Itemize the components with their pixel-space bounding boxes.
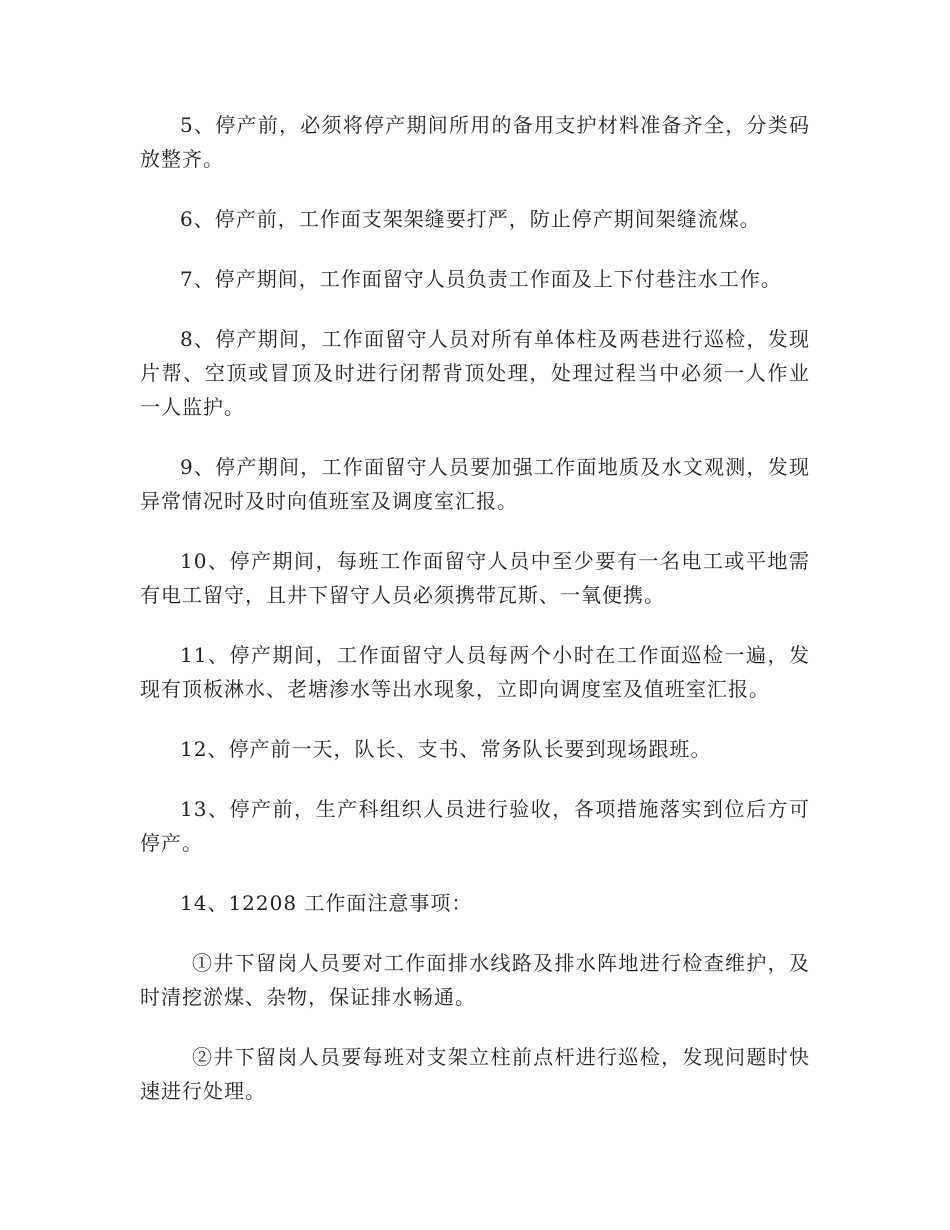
paragraph-item-12: 12、停产前一天，队长、支书、常务队长要到现场跟班。 [180, 737, 712, 761]
document-body [140, 108, 810, 1134]
paragraph-subitem-2: ②井下留岗人员要每班对支架立柱前点杆进行巡检，发现问题时快速进行处理。 [140, 1045, 810, 1103]
paragraph-item-7: 7、停产期间，工作面留守人员负责工作面及上下付巷注水工作。 [180, 267, 782, 291]
paragraph-item-11: 11、停产期间，工作面留守人员每两个小时在工作面巡检一遍，发现有顶板淋水、老塘渗水等出水现象，立即向调度室及值班室汇报。 [140, 643, 810, 701]
paragraph-item-6: 6、停产前，工作面支架架缝要打严，防止停产期间架缝流煤。 [180, 207, 761, 231]
paragraph-item-14-heading: 14、12208 工作面注意事项： [180, 891, 473, 915]
paragraph-item-8: 8、停产期间，工作面留守人员对所有单体柱及两巷进行巡检，发现片帮、空顶或冒顶及时进行闭帮背顶处理，处理过程当中必须一人作业一人监护。 [140, 327, 810, 419]
paragraph-item-9: 9、停产期间，工作面留守人员要加强工作面地质及水文观测，发现异常情况时及时向值班室及调度室汇报。 [140, 455, 810, 513]
paragraph-item-13: 13、停产前，生产科组织人员进行验收，各项措施落实到位后方可停产。 [140, 797, 810, 855]
paragraph-item-10: 10、停产期间，每班工作面留守人员中至少要有一名电工或平地需有电工留守，且井下留守人员必须携带瓦斯、一氧便携。 [140, 549, 810, 607]
paragraph-subitem-1: ①井下留岗人员要对工作面排水线路及排水阵地进行检查维护，及时清挖淤煤、杂物，保证排水畅通。 [140, 951, 810, 1009]
paragraph-item-5: 5、停产前，必须将停产期间所用的备用支护材料准备齐全，分类码放整齐。 [140, 113, 810, 171]
